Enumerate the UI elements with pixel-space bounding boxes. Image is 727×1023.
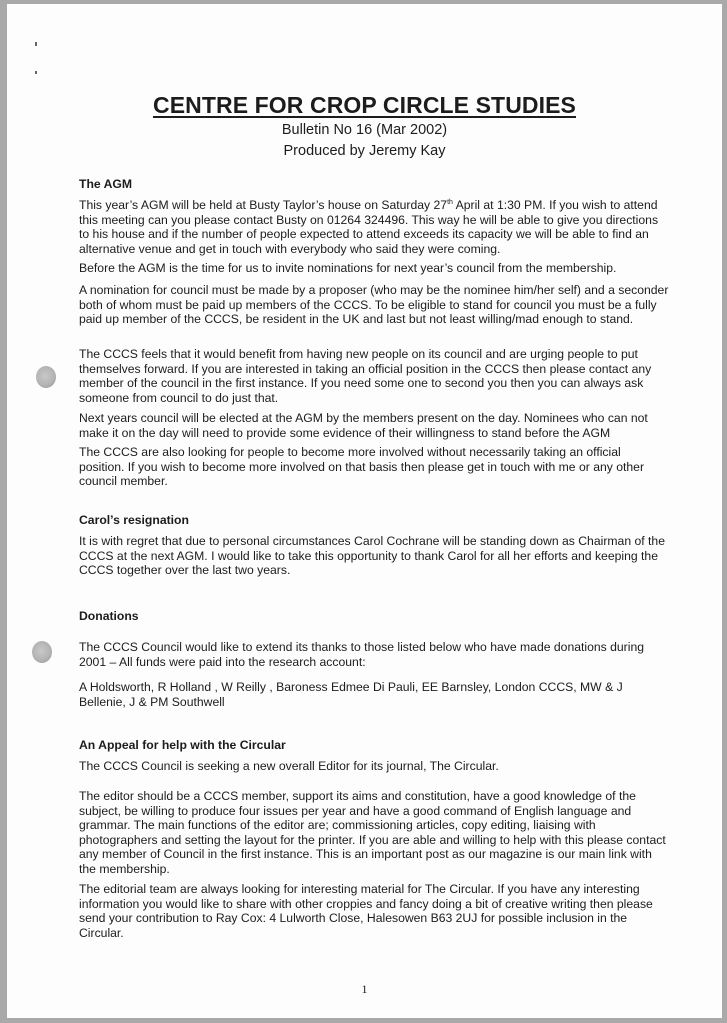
section-heading-donations: Donations xyxy=(79,609,139,623)
page-number: 1 xyxy=(361,982,368,996)
appeal-paragraph-2: The editor should be a CCCS member, support its aims and constitution, have a good knowledge of the subject, be willing to produce four issues per year and have a good command of English language and grammar. The main functions of the editor are; commissioning articles, copy editing, liaising with photographers and setting the layout for the printer. If you are able and willing to help with this please contact any member of Council in the first instance. This is an important post as our magazine is our main link with the membership. xyxy=(79,789,666,876)
section-heading-appeal: An Appeal for help with the Circular xyxy=(79,738,286,752)
section-heading-resignation: Carol’s resignation xyxy=(79,513,189,527)
agm-paragraph-1 xyxy=(79,198,669,256)
document-title xyxy=(7,92,722,119)
agm-p1-text: This year’s AGM will be held at Busty Taylor’s house on Saturday 27 xyxy=(79,198,448,212)
resignation-paragraph: It is with regret that due to personal circumstances Carol Cochrane will be standing down as Chairman of the CCCS at the next AGM. I would like to take this opportunity to thank Carol for all her efforts and keeping the CCCS together over the last two years. xyxy=(79,534,665,578)
document-title-text: CENTRE FOR CROP CIRCLE STUDIES xyxy=(153,92,576,118)
document-page xyxy=(7,4,722,1018)
bulletin-number: Bulletin No 16 (Mar 2002) xyxy=(281,122,448,138)
appeal-paragraph-3: The editorial team are always looking for interesting material for The Circular. If you have any interesting information you would like to share with other croppies and fancy doing a bit of creative writing then please send your contribution to Ray Cox: 4 Lulworth Close, Halesowen B63 2UJ for possible inclusion in the Circular. xyxy=(79,882,653,940)
donor-list: A Holdsworth, R Holland , W Reilly , Baroness Edmee Di Pauli, EE Barnsley, London CCCS, MW & J Bellenie, J & PM Southwell xyxy=(79,680,623,709)
agm-paragraph-2: Before the AGM is the time for us to invite nominations for next year’s council from the membership. xyxy=(79,261,617,275)
producer-line: Produced by Jeremy Kay xyxy=(283,143,446,159)
agm-p1-text-cont: April at 1:30 PM. If you wish to attend this meeting can you please contact Busty on 01264 324496. This way he will be able to give you directions to his house and if the number of people expected to attend exceeds its capacity we will be able to find an alternative venue and get in touch with everybody who said they were coming. xyxy=(79,198,659,256)
section-heading-agm: The AGM xyxy=(79,177,133,191)
punch-hole xyxy=(36,366,56,388)
agm-paragraph-6: The CCCS are also looking for people to become more involved without necessarily taking an official position. If you wish to become more involved on that basis then please get in touch with me or any other council member. xyxy=(79,445,645,489)
scan-speck xyxy=(35,42,37,46)
punch-hole xyxy=(32,641,52,663)
ordinal-suffix: th xyxy=(447,198,453,206)
scan-speck xyxy=(35,71,37,74)
agm-paragraph-3: A nomination for council must be made by a proposer (who may be the nominee him/her self) and a seconder both of whom must be paid up members of the CCCS. To be eligible to stand for council you must be a fully paid up member of the CCCS, be resident in the UK and last but not least willing/mad enough to stand. xyxy=(79,283,669,327)
agm-paragraph-4: The CCCS feels that it would benefit from having new people on its council and are urging people to put themselves forward. If you are interested in taking an official position in the CCCS then please contact any member of the council in the first instance. If you need some one to second you then you can always ask someone from council to do just that. xyxy=(79,347,652,405)
donations-paragraph-1: The CCCS Council would like to extend its thanks to those listed below who have made donations during 2001 – All funds were paid into the research account: xyxy=(79,640,645,669)
appeal-paragraph-1: The CCCS Council is seeking a new overall Editor for its journal, The Circular. xyxy=(79,759,499,773)
agm-paragraph-5: Next years council will be elected at the AGM by the members present on the day. Nominees who can not make it on the day will need to provide some evidence of their willingness to stand before the AGM xyxy=(79,411,648,440)
